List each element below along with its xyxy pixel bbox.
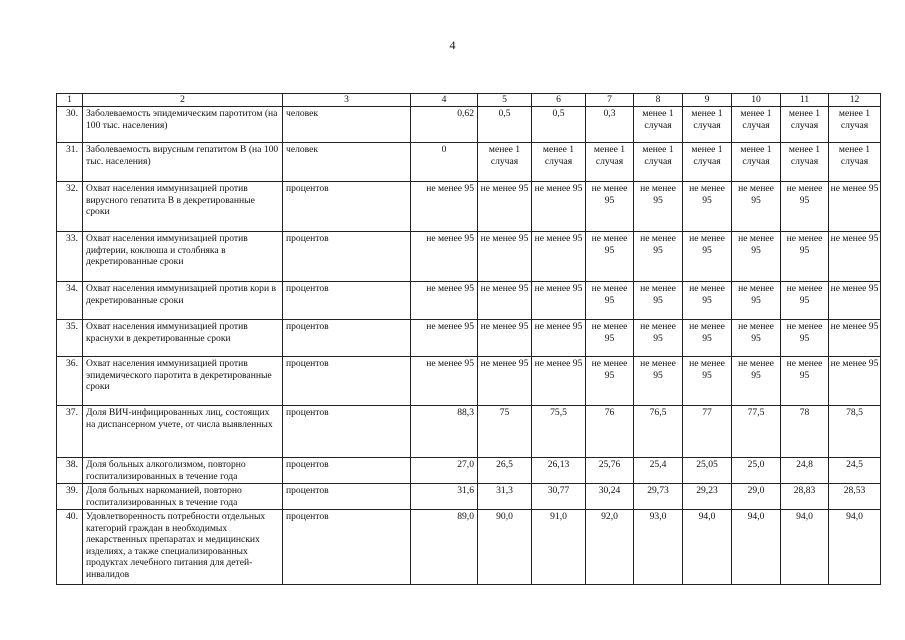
value-cell: менее 1 случая [532,143,586,182]
value-cell: 28,53 [829,484,881,510]
page-number: 4 [449,38,456,52]
indicator-name: Охват населения иммунизацией против дифтерии, коклюша и столбняка в декретированные сроки [83,232,283,282]
value-cell: 24,8 [781,458,829,484]
value-cell: 0,3 [586,107,634,143]
value-cell: не менее 95 [532,320,586,357]
column-header: 3 [283,94,411,107]
value-cell: менее 1 случая [683,107,732,143]
value-cell: менее 1 случая [829,107,881,143]
value-cell: 76 [586,406,634,458]
value-cell: 25,05 [683,458,732,484]
value-cell: 27,0 [411,458,478,484]
value-cell: не менее 95 [781,232,829,282]
value-cell: не менее 95 [683,182,732,232]
value-cell: не менее 95 [478,357,532,406]
row-number: 32. [57,182,83,232]
value-cell: не менее 95 [634,282,683,320]
value-cell: не менее 95 [586,357,634,406]
value-cell: менее 1 случая [781,143,829,182]
column-header: 5 [478,94,532,107]
column-header: 10 [732,94,781,107]
table-row [57,232,881,282]
value-cell: 94,0 [732,510,781,585]
value-cell: не менее 95 [634,320,683,357]
unit-cell: процентов [283,458,411,484]
value-cell: менее 1 случая [781,107,829,143]
value-cell: 94,0 [829,510,881,585]
indicator-name: Охват населения иммунизацией против кори в декретированные сроки [83,282,283,320]
value-cell: не менее 95 [586,282,634,320]
unit-cell: человек [283,143,411,182]
value-cell: 29,23 [683,484,732,510]
value-cell: 78 [781,406,829,458]
indicator-name: Охват населения иммунизацией против краснухи в декретированные сроки [83,320,283,357]
value-cell: менее 1 случая [586,143,634,182]
value-cell: не менее 95 [478,232,532,282]
value-cell: не менее 95 [732,232,781,282]
unit-cell: человек [283,107,411,143]
value-cell: 29,0 [732,484,781,510]
value-cell: не менее 95 [829,320,881,357]
value-cell: 75 [478,406,532,458]
indicator-name: Охват населения иммунизацией против вирусного гепатита В в декретированные сроки [83,182,283,232]
value-cell: 0,5 [532,107,586,143]
value-cell: 94,0 [683,510,732,585]
table-row [57,510,881,585]
indicator-name: Заболеваемость эпидемическим паротитом (на 100 тыс. населения) [83,107,283,143]
value-cell: 94,0 [781,510,829,585]
column-header: 6 [532,94,586,107]
row-number: 37. [57,406,83,458]
value-cell: менее 1 случая [829,143,881,182]
value-cell: не менее 95 [586,232,634,282]
table-row [57,484,881,510]
value-cell: не менее 95 [781,357,829,406]
table-row [57,357,881,406]
value-cell: не менее 95 [683,282,732,320]
value-cell: не менее 95 [532,232,586,282]
unit-cell: процентов [283,406,411,458]
value-cell: не менее 95 [411,232,478,282]
column-header: 4 [411,94,478,107]
indicator-name: Удовлетворенность потребности отдельных категорий граждан в необходимых лекарственных препаратах и медицинских изделиях, а также специализированных продуктах лечебного питания для детей-инвалидов [83,510,283,585]
unit-cell: процентов [283,232,411,282]
table-row [57,406,881,458]
indicator-name: Охват населения иммунизацией против эпидемического паротита в декретированные сроки [83,357,283,406]
value-cell: 30,77 [532,484,586,510]
value-cell: не менее 95 [634,357,683,406]
value-cell: 31,6 [411,484,478,510]
indicator-name: Доля ВИЧ-инфицированных лиц, состоящих на диспансерном учете, от числа выявленных [83,406,283,458]
value-cell: 25,0 [732,458,781,484]
row-number: 38. [57,458,83,484]
value-cell: не менее 95 [411,282,478,320]
value-cell: не менее 95 [732,182,781,232]
value-cell: менее 1 случая [732,107,781,143]
value-cell: не менее 95 [781,282,829,320]
value-cell: не менее 95 [829,282,881,320]
indicator-name: Доля больных наркоманией, повторно госпитализированных в течение года [83,484,283,510]
value-cell: 26,13 [532,458,586,484]
column-header: 11 [781,94,829,107]
unit-cell: процентов [283,510,411,585]
value-cell: не менее 95 [634,182,683,232]
indicators-table [56,93,881,585]
indicator-name: Заболеваемость вирусным гепатитом В (на 100 тыс. населения) [83,143,283,182]
value-cell: 78,5 [829,406,881,458]
value-cell: 25,76 [586,458,634,484]
value-cell: 77,5 [732,406,781,458]
value-cell: менее 1 случая [634,107,683,143]
value-cell: не менее 95 [532,282,586,320]
row-number: 39. [57,484,83,510]
value-cell: не менее 95 [683,320,732,357]
table-row [57,320,881,357]
value-cell: не менее 95 [478,282,532,320]
value-cell: 93,0 [634,510,683,585]
value-cell: не менее 95 [829,232,881,282]
table-row [57,143,881,182]
column-header: 9 [683,94,732,107]
unit-cell: процентов [283,182,411,232]
row-number: 33. [57,232,83,282]
value-cell: 24,5 [829,458,881,484]
unit-cell: процентов [283,282,411,320]
value-cell: не менее 95 [683,232,732,282]
column-header: 12 [829,94,881,107]
row-number: 36. [57,357,83,406]
value-cell: 0 [411,143,478,182]
value-cell: 76,5 [634,406,683,458]
value-cell: 31,3 [478,484,532,510]
column-header: 7 [586,94,634,107]
value-cell: менее 1 случая [634,143,683,182]
table-row [57,182,881,232]
row-number: 35. [57,320,83,357]
value-cell: не менее 95 [732,320,781,357]
value-cell: менее 1 случая [683,143,732,182]
row-number: 30. [57,107,83,143]
value-cell: 89,0 [411,510,478,585]
value-cell: не менее 95 [829,182,881,232]
unit-cell: процентов [283,357,411,406]
column-header: 1 [57,94,83,107]
value-cell: не менее 95 [586,182,634,232]
table-row [57,107,881,143]
table-header-row [57,94,881,107]
value-cell: не менее 95 [829,357,881,406]
value-cell: менее 1 случая [732,143,781,182]
value-cell: 88,3 [411,406,478,458]
value-cell: не менее 95 [478,320,532,357]
value-cell: не менее 95 [586,320,634,357]
value-cell: не менее 95 [781,182,829,232]
value-cell: 29,73 [634,484,683,510]
value-cell: 90,0 [478,510,532,585]
value-cell: 0,5 [478,107,532,143]
value-cell: менее 1 случая [478,143,532,182]
value-cell: не менее 95 [532,182,586,232]
row-number: 31. [57,143,83,182]
unit-cell: процентов [283,320,411,357]
value-cell: не менее 95 [411,320,478,357]
value-cell: 92,0 [586,510,634,585]
value-cell: не менее 95 [634,232,683,282]
column-header: 8 [634,94,683,107]
value-cell: не менее 95 [478,182,532,232]
value-cell: 91,0 [532,510,586,585]
value-cell: 30,24 [586,484,634,510]
value-cell: не менее 95 [732,282,781,320]
value-cell: 26,5 [478,458,532,484]
indicator-name: Доля больных алкоголизмом, повторно госпитализированных в течение года [83,458,283,484]
value-cell: 75,5 [532,406,586,458]
table-row [57,458,881,484]
value-cell: 28,83 [781,484,829,510]
value-cell: не менее 95 [781,320,829,357]
value-cell: не менее 95 [411,357,478,406]
value-cell: 25,4 [634,458,683,484]
value-cell: 0,62 [411,107,478,143]
row-number: 34. [57,282,83,320]
unit-cell: процентов [283,484,411,510]
column-header: 2 [83,94,283,107]
value-cell: не менее 95 [732,357,781,406]
table-row [57,282,881,320]
value-cell: не менее 95 [411,182,478,232]
value-cell: не менее 95 [683,357,732,406]
row-number: 40. [57,510,83,585]
value-cell: не менее 95 [532,357,586,406]
value-cell: 77 [683,406,732,458]
